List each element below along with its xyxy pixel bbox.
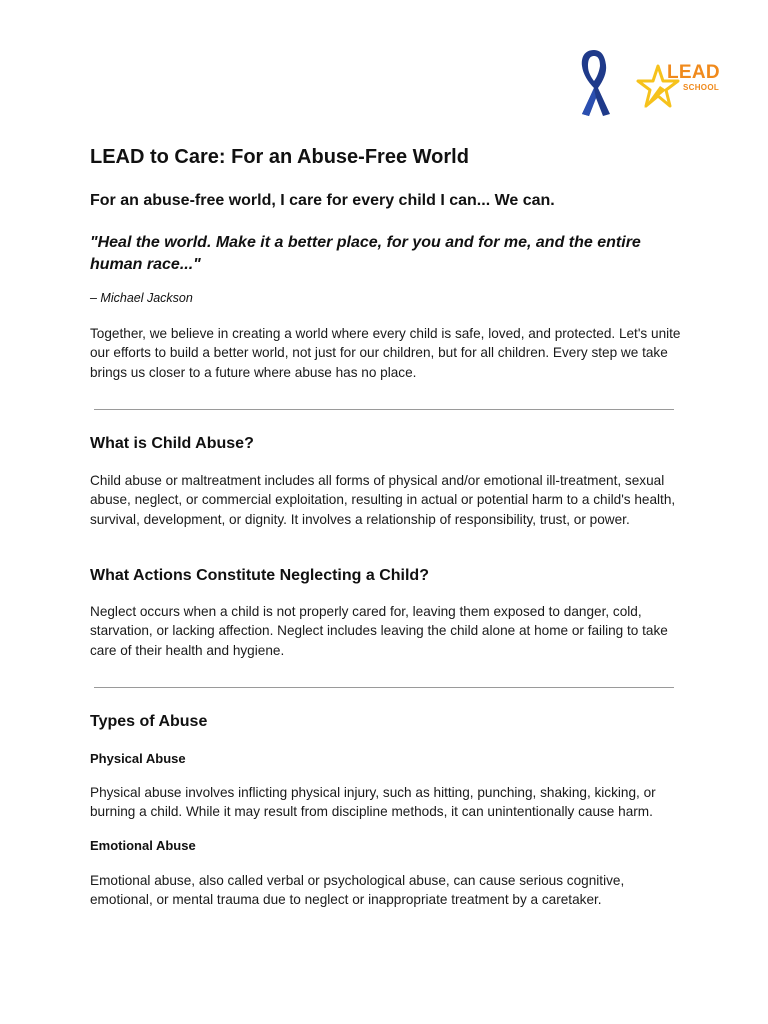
awareness-ribbon-icon <box>572 46 616 118</box>
page-title: LEAD to Care: For an Abuse-Free World <box>90 146 469 168</box>
lead-school-logo <box>636 60 736 114</box>
section-heading-child-abuse: What is Child Abuse? <box>90 435 254 452</box>
quote: "Heal the world. Make it a better place, for you and for me, and the entire human race..." <box>90 234 641 273</box>
tagline: For an abuse-free world, I care for every child I can... We can. <box>90 192 555 209</box>
subheading-physical-abuse: Physical Abuse <box>90 751 186 766</box>
section-body-neglect: Neglect occurs when a child is not properly cared for, leaving them exposed to danger, cold, starvation, or lacking affection. Neglect includes leaving the child alone at home or failing to take care of their health and hygiene. <box>90 604 668 658</box>
body-physical-abuse: Physical abuse involves inflicting physical injury, such as hitting, punching, shaking, kicking, or burning a child. While it may result from discipline methods, it can unintentionally cause harm. <box>90 785 656 820</box>
body-emotional-abuse: Emotional abuse, also called verbal or psychological abuse, can cause serious cognitive, emotional, or mental trauma due to neglect or inappropriate treatment by a caretaker. <box>90 873 625 908</box>
section-body-child-abuse: Child abuse or maltreatment includes all forms of physical and/or emotional ill-treatment, sexual abuse, neglect, or commercial exploitation, resulting in actual or potential harm to a child's health, survival, development, or dignity. It involves a relationship of responsibility, trust, or power. <box>90 473 676 527</box>
divider <box>94 409 674 410</box>
intro-paragraph: Together, we believe in creating a world where every child is safe, loved, and protected. Let's unite our efforts to build a better world, not just for our children, but for all children. Every step we take brings us closer to a future where abuse has no place. <box>90 326 681 380</box>
logo-subtext: SCHOOL <box>683 83 720 92</box>
quote-attribution: – Michael Jackson <box>90 291 193 305</box>
subheading-emotional-abuse: Emotional Abuse <box>90 838 196 853</box>
section-heading-types-of-abuse: Types of Abuse <box>90 713 208 730</box>
logo-wordmark: LEAD <box>667 62 720 83</box>
divider <box>94 687 674 688</box>
section-heading-neglect: What Actions Constitute Neglecting a Child? <box>90 567 429 584</box>
